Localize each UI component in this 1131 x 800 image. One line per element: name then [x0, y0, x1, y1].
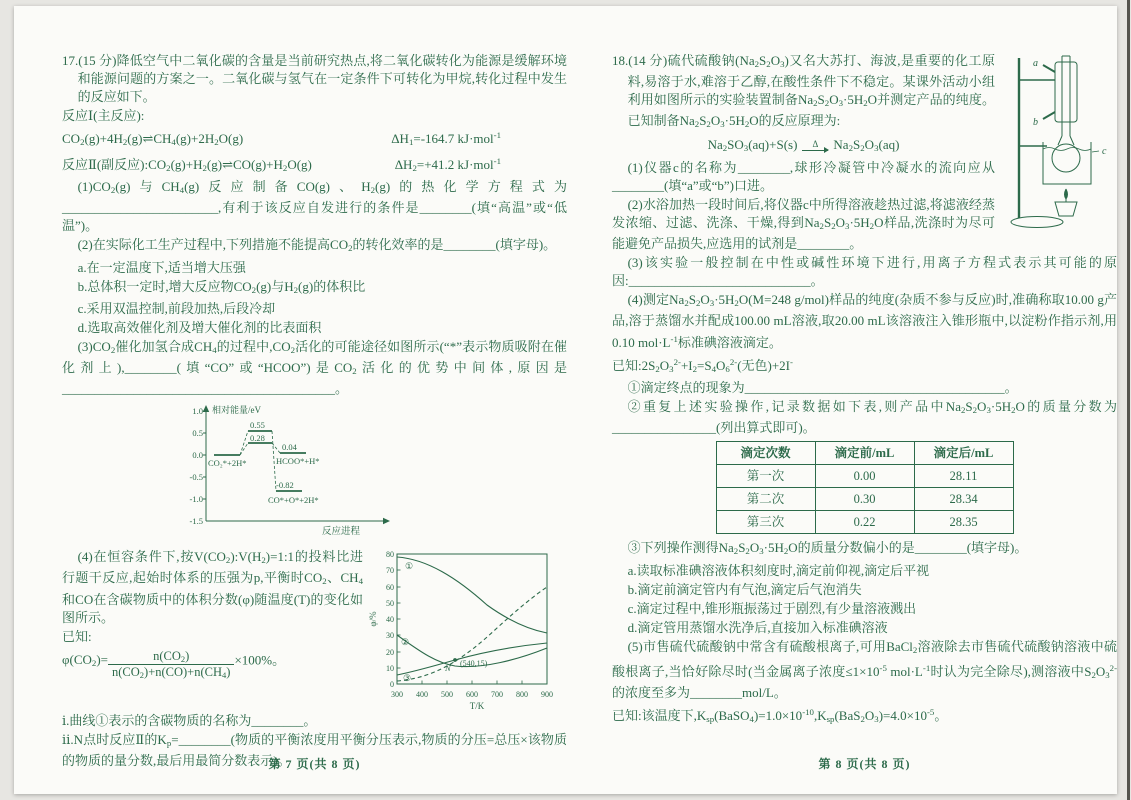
energy-diagram: [174, 401, 424, 541]
table-cell: 28.35: [914, 511, 1013, 534]
y-tick: -1.5: [189, 516, 203, 527]
q17-option-a: a.在一定温度下,适当增大压强: [77, 259, 246, 275]
phi-denominator: $n(CO_2)+n(CO)+n(CH_4)$: [112, 664, 231, 680]
energy-diagram-figure: [174, 401, 567, 546]
page-7-column: [62, 52, 567, 771]
apparatus-figure: [1005, 52, 1117, 234]
mid-species: HCOO*+H*: [276, 456, 320, 467]
q17-sub-ii: ⅱ.N点时反应Ⅱ的$K_p=\_\_\_\_\_\_\_\_$(物质的平衡浓度用平衡分压表示,物质的分压=总压×该物质的物质的量分数,最后用最简分数表示)。: [62, 732, 567, 769]
q18-circle2: ②重复上述实验操作,记录数据如下表,则产品中$Na_2S_2O_3\cdot 5H_2O$的质量分数为________________(列出算式即可)。: [612, 399, 1117, 436]
q18-option-d: d.滴定管用蒸馏水洗净后,直接加入标准碘溶液: [627, 619, 888, 635]
phi-temperature-graph: [367, 548, 567, 712]
point-N-coordinates: (540,15): [460, 659, 488, 669]
table-header: 滴定次数: [716, 442, 815, 465]
table-row: [716, 465, 1013, 488]
titration-table: [716, 441, 1014, 534]
mid-value: 0.04: [282, 442, 297, 453]
delta-arrow: [802, 140, 828, 151]
q18-intro: 18.(14 分)硫代硫酸钠$(Na_2S_2O_3)$又名大苏打、海波,是重要的化工原料,易溶于水,难溶于乙醇,在酸性条件下不稳定。某课外活动小组利用如图所示的实验装置制备$Na_2S_2O_3\cdot 5H_2O$并测定产品的纯度。已知制备$Na_2S_2O_3\cdot 5H_2O$的反应原理为:: [612, 53, 995, 130]
table-cell: 第三次: [716, 511, 815, 534]
y-tick: -1.0: [189, 494, 203, 505]
phi-formula: [62, 649, 363, 680]
q18-part4: (4)测定$Na_2S_2O_3\cdot 5H_2O(M=248$ g/mol)样品的纯度(杂质不参与反应)时,准确称取10.00 g产品,溶于蒸馏水并配成100.00 mL溶液,取20.00 mL该溶液注入锥形瓶中,以淀粉作指示剂,用0.10 $mol\cdot L^{-1}$标准碘溶液滴定。: [612, 292, 1117, 351]
x-tick: 300: [391, 690, 403, 700]
q18-option-c: c.滴定过程中,锥形瓶振荡过于剧烈,有少量溶液溅出: [627, 600, 917, 616]
table-header: 滴定后/mL: [914, 442, 1013, 465]
reaction2-enthalpy: $\Delta H_2=+41.2$ kJ·mol$^{-1}$: [394, 156, 501, 174]
q18-known-equation: 已知$:2S_2O_3^{2-}+I_2=S_4O_6^{2-}$(无色)+2I-: [612, 357, 793, 375]
delta-symbol: Δ: [812, 139, 819, 150]
table-cell: 28.11: [914, 465, 1013, 488]
y-tick: 0: [390, 680, 394, 690]
x-tick: 500: [441, 690, 453, 700]
y-tick: 0.5: [192, 428, 203, 439]
y-tick: 60: [386, 583, 394, 593]
low-value: -0.82: [276, 480, 294, 491]
x-tick: 900: [541, 690, 553, 700]
y-tick: 0.0: [192, 450, 203, 461]
condenser: [1043, 56, 1077, 136]
q18-part5: (5)市售硫代硫酸钠中常含有硫酸根离子,可用BaCl$_2$溶液除去市售硫代硫酸钠溶液中硫酸根离子,当恰好除尽时(当金属离子浓度$\le 1\times 10^{-5}$ $mol\cdot L^{-1}$时认为完全除尽),测溶液中$S_2O_3^{2-}$的浓度至多为________mol/L。: [612, 638, 1117, 700]
q17-option-d: d.选取高效催化剂及增大催化剂的比表面积: [77, 319, 322, 335]
reaction1-equation: $CO_2(g)+4H_2(g)\rightleftharpoons CH_4(g)+2H_2O(g)$: [62, 130, 244, 148]
point-N-label: N: [445, 663, 451, 674]
vessel-c-label: c: [1102, 146, 1107, 157]
q17-intro: 17.(15 分)降低空气中二氧化碳的含量是当前研究热点,将二氧化碳转化为能源是缓解环境和能源问题的方案之一。二氧化碳与氢气在一定条件下可转化为甲烷,转化过程中发生的反应如下。: [62, 53, 567, 104]
reaction1-enthalpy: $\Delta H_1=-164.7$ kJ·mol$^{-1}$: [391, 130, 501, 148]
y-tick: -0.5: [189, 472, 203, 483]
low-species: CO*+O*+2H*: [268, 495, 319, 506]
x-tick: 700: [491, 690, 503, 700]
table-header-row: [716, 442, 1013, 465]
table-cell: 第二次: [716, 488, 815, 511]
table-header: 滴定前/mL: [815, 442, 914, 465]
y-tick: 50: [386, 599, 394, 609]
x-axis-label: T/K: [469, 701, 485, 712]
table-cell: 0.30: [815, 488, 914, 511]
y-axis-label: 相对能量/eV: [212, 405, 261, 416]
point-N: [453, 658, 457, 662]
y-tick: 80: [386, 550, 394, 560]
curve3-label: ③: [403, 673, 412, 684]
q17-part1: $(1)CO_2(g)$与$CH_4(g)$反应制备CO(g)、$H_2(g)$的热化学方程式为________________________,有利于该反应自发进行的条件是________(填“高温”或“低温”)。: [62, 179, 568, 234]
y-tick: 70: [386, 566, 394, 576]
q17-reaction2: [62, 152, 567, 177]
q18-part3: (3)该实验一般控制在中性或碱性环境下进行,用离子方程式表示其可能的原因:____________________________。: [612, 255, 1117, 289]
table-row: [716, 488, 1013, 511]
table-cell: 第一次: [716, 465, 815, 488]
table-cell: 0.00: [815, 465, 914, 488]
x-tick: 400: [416, 690, 428, 700]
phi-lhs: $\varphi(CO_2)=$: [62, 651, 108, 669]
y-tick: 30: [386, 631, 394, 641]
q17-sub-i: ⅰ.曲线①表示的含碳物质的名称为________。: [62, 713, 317, 729]
q18-circle1: ①滴定终点的现象为________________________________________。: [627, 380, 1018, 396]
scan-edge-artifact: [1127, 0, 1130, 800]
table-row: [716, 511, 1013, 534]
ts-value-high: 0.55: [250, 420, 265, 431]
table-cell: 28.34: [914, 488, 1013, 511]
page-7-footer: 第 7 页(共 8 页): [268, 757, 361, 771]
q17-part4-section: [62, 548, 567, 712]
equation-right: $Na_2S_2O_3(aq)$: [833, 136, 900, 153]
port-a-label: a: [1033, 58, 1038, 69]
phi-fraction: [108, 649, 234, 680]
curve2-label: ②: [401, 637, 410, 648]
q17-part3: $(3)CO_2$催化加氢合成$CH_4$的过程中$,CO_2$活化的可能途径如图所示(“*”表示物质吸附在催化剂上),________(填“CO”或“HCOO”)是$CO_2$活化的优势中间体,原因是__________________________________________。: [62, 338, 568, 397]
curve-1: [397, 557, 547, 633]
q18-part1: (1)仪器c的名称为________,球形冷凝管中冷凝水的流向应从________(填“a”或“b”)口进。: [612, 159, 995, 193]
q17-reaction1: [62, 126, 567, 151]
alcohol-burner: [1055, 189, 1077, 216]
q18-ksp-data: 已知:该温度下$,K_{sp}(BaSO_4)=1.0\times 10^{-10},K_{sp}(BaS_2O_3)=4.0\times 10^{-5}$。: [612, 706, 948, 724]
flask-and-water-bath: [1043, 136, 1099, 184]
q17-part4-text: [62, 548, 367, 681]
q18-option-b: b.滴定前滴定管内有气泡,滴定后气泡消失: [627, 581, 862, 597]
reaction2-label: 反应Ⅱ(副反应):: [62, 156, 149, 172]
port-b-label: b: [1033, 117, 1038, 128]
x-axis-arrow: [383, 518, 390, 524]
q17-part2: (2)在实际化工生产过程中,下列措施不能提高$CO_2$的转化效率的是________(填字母)。: [77, 237, 557, 254]
q17-option-b: b.总体积一定时,增大反应物$CO_2(g)$与$H_2(g)$的体积比: [77, 278, 366, 295]
y-tick: 10: [386, 664, 394, 674]
page-8-column: [612, 52, 1117, 729]
equation-left: $Na_2SO_3(aq)+S(s)$: [707, 136, 798, 153]
phi-numerator: $n(CO_2)$: [108, 649, 234, 665]
q17-known-label: 已知:: [62, 628, 92, 644]
q17-reaction1-label: 反应Ⅰ(主反应):: [62, 108, 145, 123]
q17-option-c: c.采用双温控制,前段加热,后段冷却: [77, 300, 276, 316]
q17-part4: (4)在恒容条件下,按$V(CO_2):V(H_2)=1:1$的投料比进行题干反应,起始时体系的压强为p,平衡时$CO_2$、$CH_4$和CO在含碳物质中的体积分数(φ)随温度(T)的变化如图所示。: [62, 549, 363, 625]
reaction2-equation: $CO_2(g)+H_2(g)\rightleftharpoons CO(g)+H_2O(g)$: [148, 156, 312, 174]
start-species: CO₂*+2H*: [208, 458, 247, 469]
table-cell: 0.22: [815, 511, 914, 534]
y-axis-label: φ/%: [368, 611, 378, 627]
scanned-exam-paper: [14, 6, 1117, 794]
y-tick: 1.0: [192, 406, 203, 417]
y-tick: 20: [386, 648, 394, 658]
q18-circle3: ③下列操作测得$Na_2S_2O_3\cdot 5H_2O$的质量分数偏小的是________(填字母)。: [627, 540, 1028, 557]
q18-part2: (2)水浴加热一段时间后,将仪器c中所得溶液趁热过滤,将滤液经蒸发浓缩、过滤、洗涤、干燥,得到$Na_2S_2O_3\cdot 5H_2O$样品,洗涤时为尽可能避免产品损失,应选用的试剂是________。: [612, 196, 995, 252]
phi-rhs: ×100%。: [234, 651, 286, 667]
page-8-footer: 第 8 页(共 8 页): [818, 757, 911, 771]
x-tick: 600: [466, 690, 478, 700]
y-tick: 40: [386, 615, 394, 625]
x-axis-label: 反应进程: [322, 527, 361, 538]
y-axis-arrow: [203, 405, 209, 412]
x-tick: 800: [516, 690, 528, 700]
ts-value-low: 0.28: [250, 433, 265, 444]
q18-option-a: a.读取标准碘溶液体积刻度时,滴定前仰视,滴定后平视: [627, 562, 930, 578]
curve1-label: ①: [405, 561, 414, 572]
